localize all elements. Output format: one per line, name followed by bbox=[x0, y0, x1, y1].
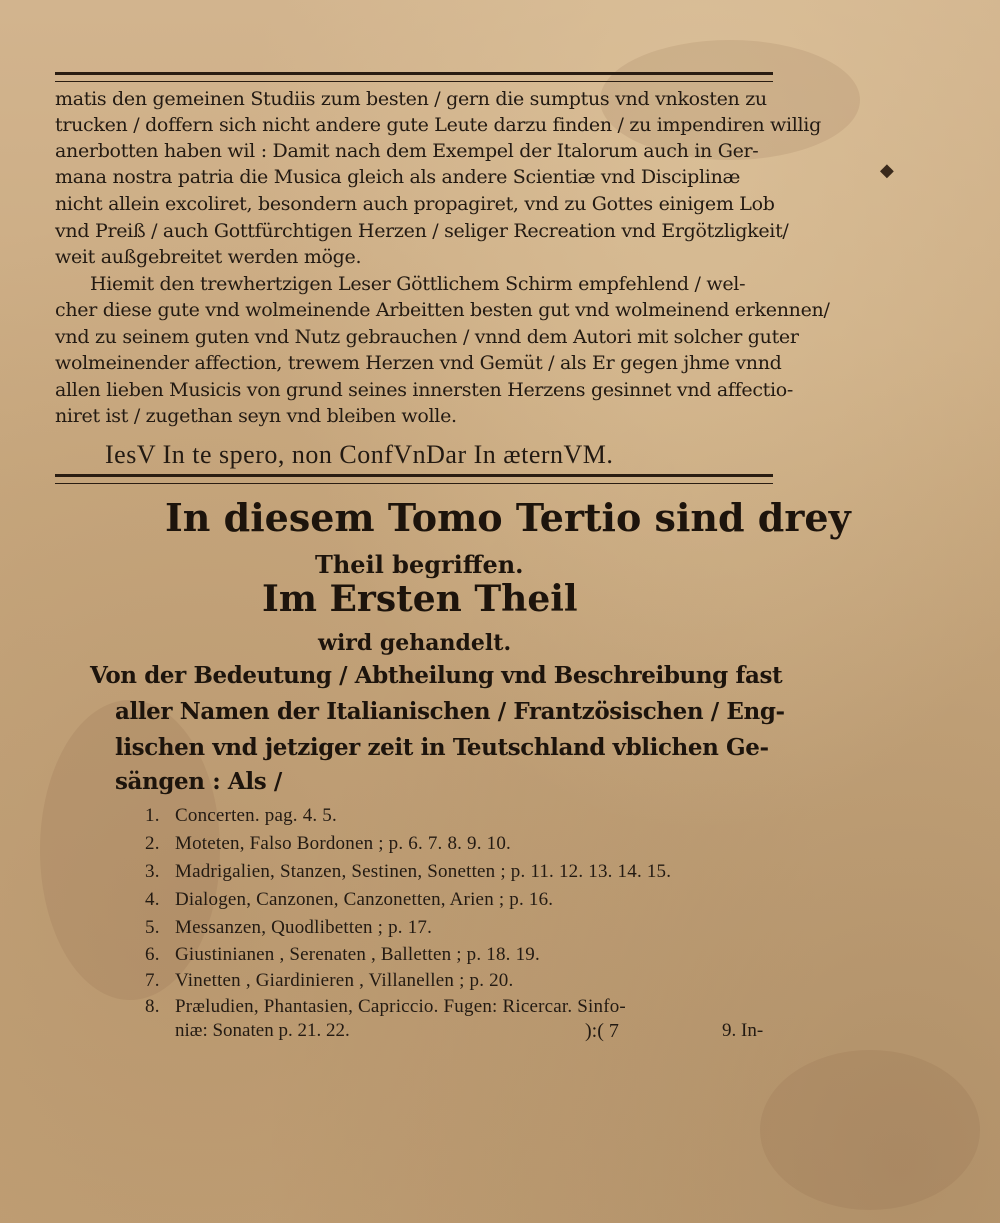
toc-item bbox=[145, 861, 671, 883]
toc-text: Giustinianen , Serenaten , Balletten ; p. 18. 19. bbox=[175, 944, 540, 965]
preface-line: vnd zu seinem guten vnd Nutz gebrauchen / vnnd dem Autori mit solcher guter bbox=[55, 326, 799, 348]
description-line: lischen vnd jetziger zeit in Teutschland vblichen Ge- bbox=[115, 734, 769, 761]
preface-line: allen lieben Musicis von grund seines innersten Herzens gesinnet vnd affectio- bbox=[55, 379, 794, 401]
section-title: In diesem Tomo Tertio sind drey bbox=[165, 495, 851, 540]
toc-text: Dialogen, Canzonen, Canzonetten, Arien ; p. 16. bbox=[175, 889, 554, 910]
description-line: sängen : Als / bbox=[115, 768, 282, 795]
preface-line: Hiemit den trewhertzigen Leser Göttlichem Schirm empfehlend / wel- bbox=[90, 273, 746, 295]
toc-number: 3. bbox=[145, 861, 160, 882]
margin-bullet-icon: ◆ bbox=[880, 160, 894, 181]
toc-text: Præludien, Phantasien, Capriccio. Fugen: Ricercar. Sinfo- bbox=[175, 996, 626, 1017]
motto: IesV In te spero, non ConfVnDar In æternVM. bbox=[105, 440, 614, 469]
catchword: 9. In- bbox=[722, 1020, 764, 1041]
description-line: Von der Bedeutung / Abtheilung vnd Beschreibung fast bbox=[90, 662, 783, 689]
preface-line: vnd Preiß / auch Gottfürchtigen Herzen / seliger Recreation vnd Ergötzligkeit/ bbox=[55, 220, 789, 242]
description-line: aller Namen der Italianischen / Frantzösischen / Eng- bbox=[115, 698, 785, 725]
part-title: Im Ersten Theil bbox=[262, 578, 578, 620]
toc-number: 8. bbox=[145, 996, 160, 1017]
toc-text: Vinetten , Giardinieren , Villanellen ; p. 20. bbox=[175, 970, 514, 991]
part-subtitle: wird gehandelt. bbox=[318, 630, 512, 656]
toc-continuation: niæ: Sonaten p. 21. 22. bbox=[175, 1020, 350, 1041]
toc-item bbox=[145, 996, 626, 1018]
preface-line: cher diese gute vnd wolmeinende Arbeitten besten gut vnd wolmeinend erkennen/ bbox=[55, 299, 830, 321]
preface-line: wolmeinender affection, trewem Herzen vnd Gemüt / als Er gegen jhme vnnd bbox=[55, 352, 782, 374]
preface-line: trucken / doffern sich nicht andere gute Leute darzu finden / zu impendiren willig bbox=[55, 114, 821, 136]
toc-number: 1. bbox=[145, 805, 160, 826]
toc-number: 2. bbox=[145, 833, 160, 854]
preface-line: mana nostra patria die Musica gleich als andere Scientiæ vnd Disciplinæ bbox=[55, 166, 741, 188]
toc-text: Messanzen, Quodlibetten ; p. 17. bbox=[175, 917, 433, 938]
toc-number: 6. bbox=[145, 944, 160, 965]
toc-text: Moteten, Falso Bordonen ; p. 6. 7. 8. 9. 10. bbox=[175, 833, 512, 854]
toc-text: Madrigalien, Stanzen, Sestinen, Sonetten ; p. 11. 12. 13. 14. 15. bbox=[175, 861, 672, 882]
toc-item bbox=[145, 805, 337, 827]
preface-line: anerbotten haben wil : Damit nach dem Exempel der Italorum auch in Ger- bbox=[55, 140, 759, 162]
preface-line: nicht allein excoliret, besondern auch propagiret, vnd zu Gottes einigem Lob bbox=[55, 193, 775, 215]
toc-item bbox=[145, 917, 432, 939]
toc-item bbox=[145, 944, 540, 966]
section-subtitle: Theil begriffen. bbox=[315, 550, 524, 579]
top-rule bbox=[55, 72, 773, 82]
toc-item bbox=[145, 889, 553, 911]
preface-line: matis den gemeinen Studiis zum besten / gern die sumptus vnd vnkosten zu bbox=[55, 88, 767, 110]
preface-line: weit außgebreitet werden möge. bbox=[55, 246, 362, 268]
middle-rule bbox=[55, 474, 773, 484]
toc-number: 4. bbox=[145, 889, 160, 910]
toc-item bbox=[145, 833, 511, 855]
toc-item bbox=[145, 970, 513, 992]
signature-mark: ):( 7 bbox=[585, 1020, 619, 1042]
toc-number: 7. bbox=[145, 970, 160, 991]
toc-text: Concerten. pag. 4. 5. bbox=[175, 805, 337, 826]
toc-number: 5. bbox=[145, 917, 160, 938]
preface-line: niret ist / zugethan seyn vnd bleiben wolle. bbox=[55, 405, 457, 427]
